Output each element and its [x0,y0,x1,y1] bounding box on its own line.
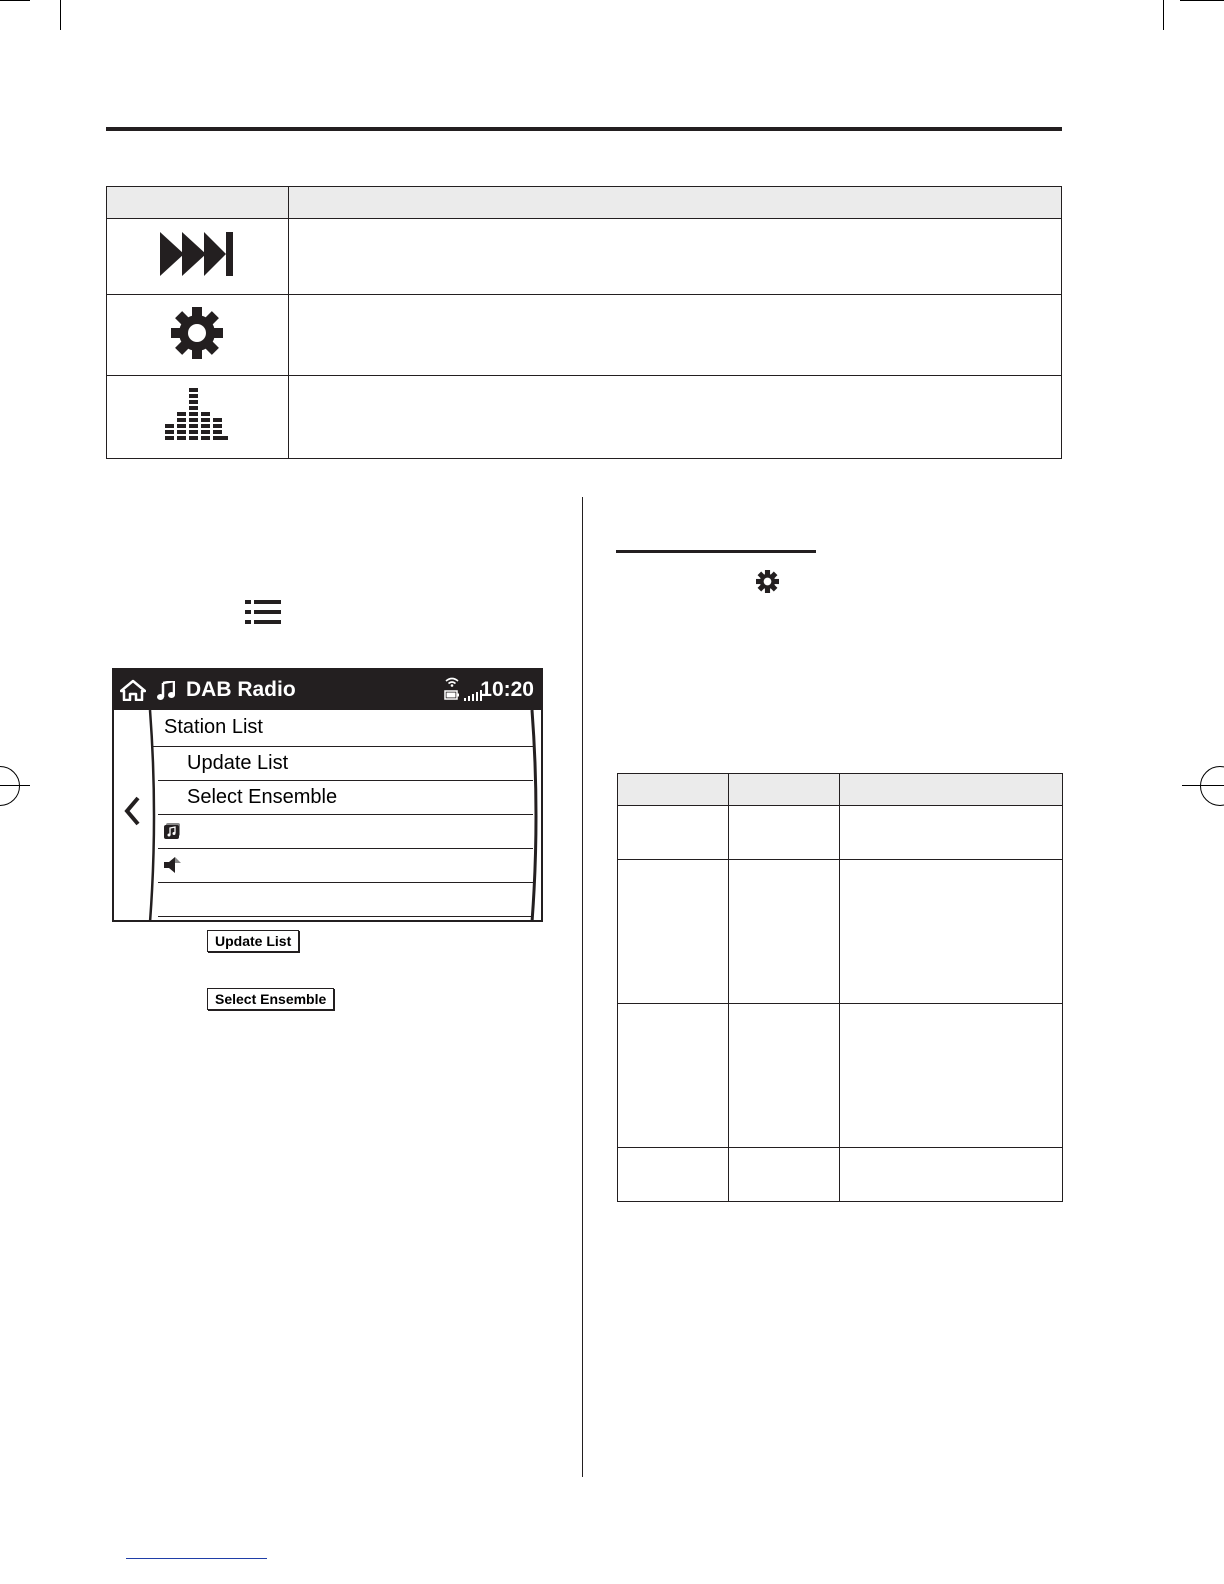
screen-clock: 10:20 [480,678,534,701]
table-cell [840,1004,1063,1148]
music-album-icon [164,823,182,839]
table-row [618,1004,1063,1148]
section-rule [616,550,816,553]
table-row [107,295,1062,376]
icon-cell [107,295,289,376]
table-cell [618,1148,729,1202]
equalizer-icon [165,388,229,442]
battery-icon [444,690,460,700]
description-cell [288,295,1061,376]
crop-mark [1163,0,1164,30]
table-cell [729,860,840,1004]
wifi-icon [445,677,459,687]
crop-mark [60,0,61,30]
header-cell [840,774,1063,806]
skip-forward-icon [160,231,234,277]
list-item-empty[interactable] [158,883,533,917]
table-cell [618,1004,729,1148]
table-row [618,1148,1063,1202]
screen-title: DAB Radio [186,678,296,701]
screen-status-bar [114,670,541,710]
header-cell-function [288,187,1061,219]
description-cell [288,376,1061,459]
icon-table [106,186,1062,459]
table-header-row [107,187,1062,219]
list-item-station-list[interactable] [152,710,533,747]
list-icon [245,600,281,624]
home-icon[interactable] [120,679,146,701]
description-cell [288,219,1061,295]
table-cell [618,860,729,1004]
table-cell [729,1004,840,1148]
header-cell-icon [107,187,289,219]
footer-link-underline[interactable] [126,1558,267,1559]
music-note-icon [157,681,175,701]
registration-mark-line [0,785,30,786]
screen-body [114,710,541,922]
table-row [107,219,1062,295]
table-header-row [618,774,1063,806]
registration-mark [0,766,20,806]
registration-mark-line [1182,785,1224,786]
table-cell [729,806,840,860]
icon-cell [107,219,289,295]
gear-icon [756,570,779,593]
select-ensemble-button-label: Select Ensemble [207,988,334,1010]
speaker-icon [164,857,182,873]
list-item-station[interactable] [158,849,533,883]
table-cell [618,806,729,860]
table-row [618,860,1063,1004]
header-cell [729,774,840,806]
dab-radio-screen [112,668,543,922]
header-cell [618,774,729,806]
header-rule [106,127,1062,131]
crop-mark [1180,0,1224,1]
list-item-select-ensemble[interactable] [158,781,533,815]
list-item-update-list[interactable] [158,747,533,781]
list-item-label: Station List [164,716,263,738]
crop-mark [0,0,30,1]
table-row [107,376,1062,459]
settings-table [617,773,1063,1202]
icon-cell [107,376,289,459]
list-item-label: Select Ensemble [187,786,338,808]
table-row [618,806,1063,860]
column-divider [582,497,583,1477]
table-cell [729,1148,840,1202]
table-cell [840,860,1063,1004]
list-item-station[interactable] [158,815,533,849]
registration-mark [1200,766,1224,806]
table-cell [840,806,1063,860]
gear-icon [170,306,224,360]
table-cell [840,1148,1063,1202]
update-list-button-label: Update List [207,930,299,952]
list-item-label: Update List [187,752,289,774]
